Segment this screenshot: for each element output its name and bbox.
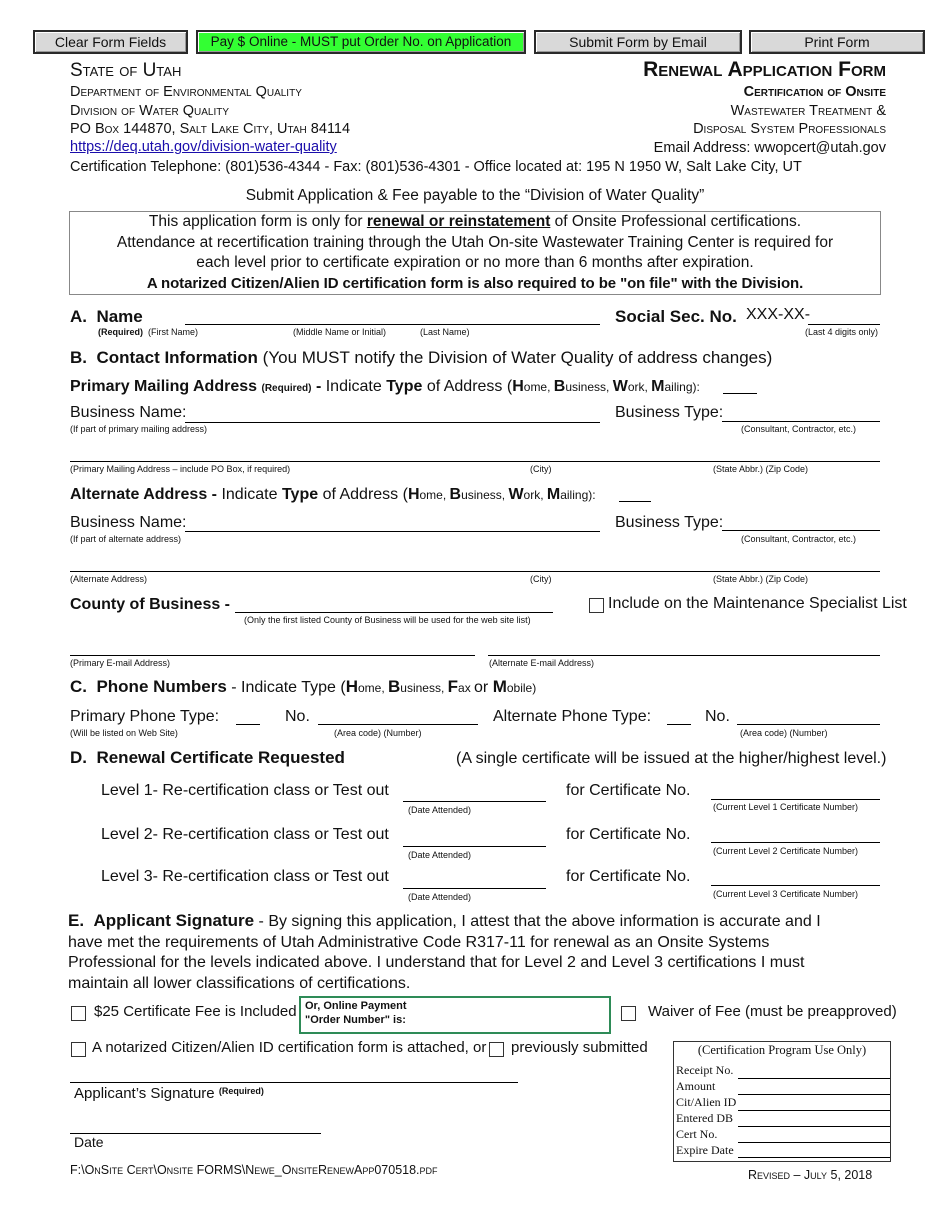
alternate-phone-no-label: No. — [705, 708, 730, 725]
county-label: County of Business - — [70, 596, 231, 613]
order-number-label: "Order Number" is: — [305, 1014, 406, 1026]
alt-business-type-hint: (Consultant, Contractor, etc.) — [741, 534, 857, 544]
maintenance-specialist-checkbox[interactable] — [589, 598, 604, 613]
ssn-prefix: XXX-XX- — [746, 306, 811, 323]
primary-email-hint: (Primary E-mail Address) — [70, 658, 171, 668]
ssn-label: Social Sec. No. — [615, 307, 737, 326]
wastewater-line: Wastewater Treatment & — [730, 103, 886, 119]
level-2-date-field[interactable] — [403, 846, 546, 847]
telephone-line: Certification Telephone: (801)536-4344 - Fax: (801)536-4301 - Office located at: 195 N 1950 W, Salt Lake City, UT — [70, 159, 802, 175]
alt-business-name-label: Business Name: — [70, 514, 187, 531]
submit-email-button[interactable]: Submit Form by Email — [534, 30, 742, 54]
primary-business-name-field[interactable] — [185, 422, 600, 423]
section-c-title: C. Phone Numbers - Indicate Type (Home, Business, Fax or Mobile) — [70, 677, 537, 696]
level-3-cert-field[interactable] — [711, 885, 880, 886]
business-type-hint: (Consultant, Contractor, etc.) — [741, 424, 857, 434]
entered-db-label: Entered DB — [676, 1111, 733, 1125]
date-label: Date — [74, 1134, 104, 1150]
level-3-date-field[interactable] — [403, 888, 546, 889]
middle-name-hint: (Middle Name or Initial) — [293, 327, 387, 337]
form-title: Renewal Application Form — [643, 58, 886, 81]
notice-line-1: This application form is only for renewal or reinstatement of Onsite Professional certifications. — [148, 213, 802, 230]
alternate-email-hint: (Alternate E-mail Address) — [489, 658, 595, 668]
signature-field[interactable] — [70, 1082, 518, 1083]
alternate-state-zip-hint: (State Abbr.) (Zip Code) — [713, 574, 809, 584]
level-3-for-cert-label: for Certificate No. — [566, 868, 691, 885]
alt-business-type-label: Business Type: — [615, 514, 724, 531]
level-1-date-hint: (Date Attended) — [408, 805, 472, 815]
primary-phone-no-label: No. — [285, 708, 310, 725]
amount-field[interactable] — [738, 1094, 890, 1095]
business-name-label: Business Name: — [70, 404, 187, 421]
print-form-button[interactable]: Print Form — [749, 30, 925, 54]
section-b-title: B. Contact Information (You MUST notify the Division of Water Quality of address changes) — [70, 348, 773, 367]
primary-business-type-field[interactable] — [722, 421, 880, 422]
alternate-phone-type-field[interactable] — [667, 724, 691, 725]
submit-instruction: Submit Application & Fee payable to the “Division of Water Quality” — [245, 187, 705, 204]
primary-address-heading: Primary Mailing Address (Required) - Indicate Type of Address (Home, Business, Work, Mailing): — [70, 378, 700, 395]
alternate-business-name-field[interactable] — [185, 531, 600, 532]
primary-state-zip-hint: (State Abbr.) (Zip Code) — [713, 464, 809, 474]
notice-line-4: A notarized Citizen/Alien ID certification form is also required to be "on file" with the Division. — [146, 274, 804, 292]
pay-online-button[interactable]: Pay $ Online - MUST put Order No. on Application — [196, 30, 526, 54]
expire-date-label: Expire Date — [676, 1143, 734, 1157]
ssn-field[interactable] — [808, 324, 880, 325]
entered-db-field[interactable] — [738, 1126, 890, 1127]
notarized-attached-label: A notarized Citizen/Alien ID certification form is attached, or — [92, 1039, 487, 1056]
state-name: State of Utah — [70, 60, 182, 81]
section-a-title: A. Name — [70, 307, 143, 326]
name-field[interactable] — [185, 324, 600, 325]
disposal-line: Disposal System Professionals — [693, 121, 886, 137]
mailing-address: PO Box 144870, Salt Lake City, Utah 84114 — [70, 121, 351, 137]
primary-area-code-hint: (Area code) (Number) — [334, 728, 422, 738]
revised-date: Revised – July 5, 2018 — [748, 1168, 873, 1182]
level-2-cert-field[interactable] — [711, 842, 880, 843]
level-1-cert-field[interactable] — [711, 799, 880, 800]
department-name: Department of Environmental Quality — [70, 84, 302, 100]
alternate-address-hint: (Alternate Address) — [70, 574, 148, 584]
alternate-area-code-hint: (Area code) (Number) — [740, 728, 828, 738]
expire-date-field[interactable] — [738, 1157, 890, 1158]
alternate-address-type-field[interactable] — [619, 501, 651, 502]
division-name: Division of Water Quality — [70, 103, 230, 119]
notice-box — [69, 211, 881, 295]
alternate-business-type-field[interactable] — [722, 530, 880, 531]
alternate-address-field[interactable] — [70, 571, 880, 572]
primary-phone-type-label: Primary Phone Type: — [70, 708, 220, 725]
receipt-label: Receipt No. — [676, 1063, 734, 1077]
order-number-field[interactable] — [299, 996, 611, 1034]
name-required: (Required) — [98, 327, 143, 337]
office-use-title: (Certification Program Use Only) — [697, 1043, 867, 1057]
fee-included-checkbox[interactable] — [71, 1006, 86, 1021]
previously-submitted-label: previously submitted — [511, 1039, 648, 1056]
certification-subtitle: Certification of Onsite — [743, 84, 886, 100]
amount-label: Amount — [676, 1079, 716, 1093]
waiver-label: Waiver of Fee (must be preapproved) — [648, 1003, 897, 1020]
primary-address-type-field[interactable] — [723, 393, 757, 394]
cert-no-field[interactable] — [738, 1142, 890, 1143]
cit-alien-label: Cit/Alien ID — [676, 1095, 737, 1109]
last-name-hint: (Last Name) — [420, 327, 470, 337]
level-2-cert-hint: (Current Level 2 Certificate Number) — [713, 846, 859, 856]
primary-city-hint: (City) — [530, 464, 552, 474]
fee-included-label: $25 Certificate Fee is Included — [94, 1003, 297, 1020]
file-path: F:\OnSite Cert\Onsite FORMS\Newe_OnsiteRenewApp070518.pdf — [70, 1163, 438, 1177]
receipt-field[interactable] — [738, 1078, 890, 1079]
county-hint: (Only the first listed County of Business will be used for the web site list) — [244, 615, 531, 625]
primary-address-field[interactable] — [70, 461, 880, 462]
web-site-hint: (Will be listed on Web Site) — [70, 728, 178, 738]
level-1-label: Level 1- Re-certification class or Test out — [101, 782, 389, 799]
level-3-date-hint: (Date Attended) — [408, 892, 472, 902]
level-2-for-cert-label: for Certificate No. — [566, 826, 691, 843]
level-2-date-hint: (Date Attended) — [408, 850, 472, 860]
section-d-title: D. Renewal Certificate Requested — [70, 748, 345, 767]
section-e-text: E. Applicant Signature - By signing this application, I attest that the above information is accurate and I have met the requirements of Utah Administrative Code R317-11 for renewal as an Onsite Systems Professional for the levels indicated above. I understand that for Level 2 and Level 3 certifications I must maintain all lower classifications of certifications. — [68, 911, 821, 992]
maintenance-specialist-label: Include on the Maintenance Specialist List — [608, 595, 907, 612]
alternate-phone-type-label: Alternate Phone Type: — [493, 708, 652, 725]
online-payment-label: Or, Online Payment — [305, 1000, 407, 1012]
alternate-email-field[interactable] — [488, 655, 880, 656]
section-d-note: (A single certificate will be issued at the higher/highest level.) — [456, 750, 887, 767]
business-type-label: Business Type: — [615, 404, 724, 421]
primary-business-hint: (If part of primary mailing address) — [70, 424, 208, 434]
level-3-label: Level 3- Re-certification class or Test out — [101, 868, 389, 885]
previously-submitted-checkbox[interactable] — [489, 1042, 504, 1057]
level-1-for-cert-label: for Certificate No. — [566, 782, 691, 799]
clear-form-button[interactable]: Clear Form Fields — [33, 30, 188, 54]
division-website-link[interactable]: https://deq.utah.gov/division-water-quality — [70, 139, 337, 155]
date-field[interactable] — [70, 1133, 321, 1134]
first-name-hint: (First Name) — [148, 327, 199, 337]
primary-address-hint: (Primary Mailing Address – include PO Box, if required) — [70, 464, 291, 474]
level-3-cert-hint: (Current Level 3 Certificate Number) — [713, 889, 859, 899]
ssn-hint: (Last 4 digits only) — [805, 327, 879, 337]
email-address: Email Address: wwopcert@utah.gov — [653, 140, 886, 156]
primary-email-field[interactable] — [70, 655, 475, 656]
waiver-checkbox[interactable] — [621, 1006, 636, 1021]
cit-alien-field[interactable] — [738, 1110, 890, 1111]
county-field[interactable] — [235, 612, 553, 613]
alternate-phone-field[interactable] — [737, 724, 880, 725]
level-2-label: Level 2- Re-certification class or Test out — [101, 826, 389, 843]
primary-phone-type-field[interactable] — [236, 724, 260, 725]
alternate-city-hint: (City) — [530, 574, 552, 584]
primary-phone-field[interactable] — [318, 724, 478, 725]
alternate-business-hint: (If part of alternate address) — [70, 534, 182, 544]
cert-no-label: Cert No. — [676, 1127, 718, 1141]
notice-line-3: each level prior to certificate expiration or no more than 6 months after expiration. — [196, 254, 754, 271]
signature-label: Applicant’s Signature $^{(Required)}$ — [74, 1085, 264, 1102]
level-1-cert-hint: (Current Level 1 Certificate Number) — [713, 802, 859, 812]
level-1-date-field[interactable] — [403, 801, 546, 802]
notarized-attached-checkbox[interactable] — [71, 1042, 86, 1057]
alternate-address-heading: Alternate Address - Indicate Type of Address (Home, Business, Work, Mailing): — [70, 486, 596, 503]
notice-line-2: Attendance at recertification training through the Utah On-site Wastewater Training Center is required for — [116, 233, 834, 251]
